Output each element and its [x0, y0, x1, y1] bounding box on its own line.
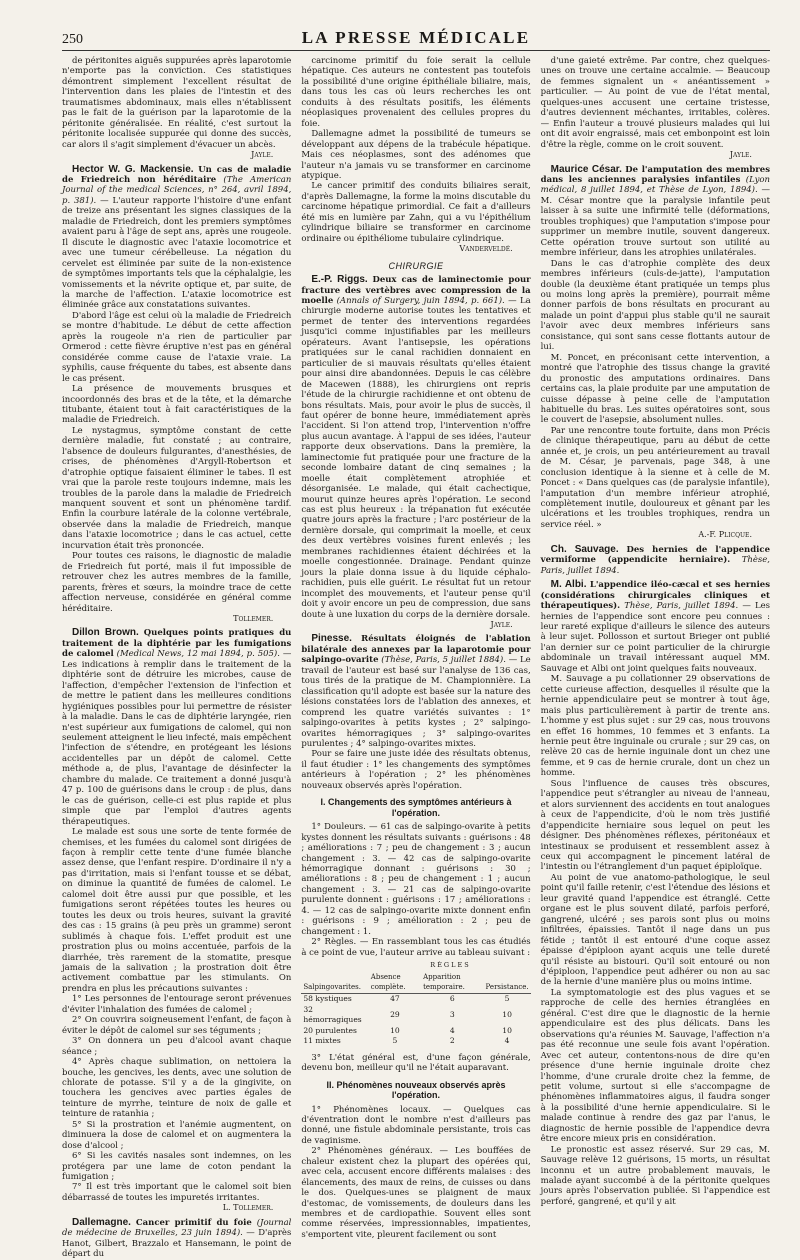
section-title: CHIRURGIE: [388, 260, 444, 271]
article-author: Dallemagne.: [72, 1216, 131, 1228]
paragraph: d'une gaieté extrême. Par contre, chez quelques-unes on trouve une certaine accalmie. — Beaucoup de femmes signalent un « anéantissement » particulier. — Au point de vue de l'état mental, quelques-unes accusent une certaine tristesse, d'autres deviennent méchantes, irritables, colères. — Enfin l'auteur a trouvé plusieurs malades qui lui ont dit avoir engraissé, mais cet embonpoint est loin d'être la règle, comme on le croit souvent.: [540, 56, 770, 150]
table-cell: 58 kystiques: [303, 994, 352, 1004]
column-right: [540, 56, 770, 1207]
list-item: 7° Il est très important que le calomel soit bien débarrassé de toutes les impuretés irritantes.: [62, 1182, 292, 1203]
article-title: Cancer primitif du foie: [135, 1217, 252, 1228]
table-cell: 10: [502, 1025, 512, 1035]
list-item: 6° Si les cavités nasales sont indemnes, on les protégera par une lame de coton pendant la fumigation ;: [62, 1151, 292, 1183]
column-middle: [301, 56, 531, 1240]
table-row: [301, 994, 530, 1005]
article-title: Un cas de maladie de Friedreich non héréditaire: [62, 164, 292, 185]
column-left: [62, 56, 292, 1260]
article-reference: (Journal de médecine de Bruxelles, 23 juin 1894).: [62, 1217, 292, 1239]
paragraph: La symptomatologie est des plus vagues et se rapproche de celle des hernies étranglées en général. C'est dire que le diagnostic de la hernie appendiculaire est des plus délicats. Dans les observations qu'a réunies M. Sauvage, l'affection n'a pas été reconnue une seule fois avant l'opération. Avec cet auteur, contentons-nous de dire qu'en présence d'une hernie inguinale droite chez l'homme, d'une crurale droite chez la femme, de petit volume, surtout si elle s'accompagne de phénomènes inflammatoires aigus, il faudra songer à la possibilité d'une hernie appendiculaire. Si le malade continue à rendre des gaz par l'anus, le diagnostic de hernie possible de l'appendice devra être encore mieux pris en considération.: [540, 987, 770, 1145]
list-item: 5° Si la prostration et l'anémie augmentent, on diminuera la dose de calomel et on augmentera la dose d'alcool ;: [62, 1119, 292, 1151]
regles-table: [301, 960, 530, 1047]
article-text: — D'après Hanot, Gilbert, Brazzalo et Hansemann, le point de départ du: [62, 1228, 292, 1260]
page-number: 250: [62, 32, 83, 47]
article-reference: (Lyon médical, 8 juillet 1894, et Thèse de Lyon, 1894).: [540, 174, 770, 196]
article-author: Pinesse.: [311, 633, 352, 645]
table-row: [301, 1005, 530, 1026]
table-header: Apparition temporaire.: [421, 971, 483, 994]
table-cell: 4: [504, 1036, 510, 1046]
table-header: Persistance.: [484, 971, 531, 994]
article-text: — La chirurgie moderne autorise toutes les tentatives et permet de tenter des interventions regardées jusqu'ici comme injustifiables par les meilleurs opérateurs. Avant l'antisepsie, les opérations pratiquées sur le canal rachidien donnaient en particulier de si mauvais résultats qu'elles étaient pour ainsi dire abandonnées. Depuis le cas célèbre de Macewen (1888), les chirurgiens ont repris l'étude de la chirurgie rachidienne et ont obtenu de bons résultats. Mais, pour avoir le plus de succès, il faut opérer de bonne heure, immédiatement après l'accident. Si l'on attend trop, l'intervention n'offre plus aucun avantage. À l'appui de ses idées, l'auteur rapporte deux observations. Dans la première, la laminectomie fut pratiquée pour une fracture de la seconde lombaire datant de cinq semaines ; la moelle était complètement atrophiée et désorganisée. Le malade, qui était cachectique, mourut quinze heures après l'opération. Le second cas est plus heureux : la trépanation fut exécutée quatre jours après la fracture ; l'arc postérieur de la dernière dorsale, qui comprimait la moelle, et ceux des deux vertèbres voisines furent enlevés ; les membranes rachidiennes étaient déchirées et la moelle congestionnée. Drainage. Pendant quinze jours la plaie donna issue à du liquide céphalo-rachidien, puis elle guérit. Le résultat fut un retour incomplet des mouvements, et l'auteur pense qu'il doit y avoir encore un peu de compression, due sans doute à une luxation du corps de la dernière dorsale.: [301, 295, 531, 620]
table-cell: 32 hémorragiques: [303, 1004, 362, 1025]
article-author: M. Albi.: [550, 579, 587, 591]
text-columns: [62, 56, 770, 1260]
article-author: E.-P. Riggs.: [311, 274, 368, 286]
table-cell: 6: [449, 994, 455, 1004]
signature: A.-F. Plicque.: [698, 530, 752, 540]
subheading: II. Phénomènes nouveaux observés après l'opération.: [326, 1079, 506, 1101]
article-reference: (Thèse, Paris, 5 juillet 1884).: [381, 655, 506, 666]
header-rule: [62, 50, 770, 51]
article-reference: (Medical News, 12 mai 1894, p. 505).: [116, 649, 280, 660]
article-albi: [541, 580, 770, 674]
paragraph: de péritonites aiguës suppurées après laparotomie n'emporte pas la conviction. Ces statistiques démontrent simplement l'excellent résultat de l'intervention dans les plaies de l'intestin et des traumatismes abdominaux, mais elles n'établissent pas le fait de la guérison par la laparotomie de la péritonite généralisée. En réalité, c'est surtout la péritonite localisée suppurée qui donne des succès, car alors il s'agit simplement d'évacuer un abcès.: [62, 56, 292, 150]
paragraph: M. Sauvage a pu collationner 29 observations de cette curieuse affection, desquelles il résulte que la hernie appendiculaire peut se montrer à tout âge, mais plus particulièrement à partir de trente ans. L'homme y est plus sujet : sur 29 cas, nous trouvons en effet 16 hommes, 10 femmes et 3 enfants. La hernie peut être inguinale ou crurale ; sur 29 cas, on relève 20 cas de hernie inguinale dont un chez une femme, et 9 cas de hernie crurale, dont un chez un homme.: [540, 674, 770, 779]
paragraph: Le pronostic est assez réservé. Sur 29 cas, M. Sauvage relève 12 guérisons, 15 morts, un résultat inconnu et un autre probablement mauvais, le malade ayant succombé à de la péritonite quelques jours après l'observation publiée. Si l'appendice est perforé, gangrené, et qu'il y ait: [540, 1144, 770, 1207]
paragraph: 2° Phénomènes généraux. — Les bouffées de chaleur existent chez la plupart des opérées qui, avec cela, accusent encore différents malaises : des élancements, des maux de reins, de cuisses ou dans le dos. Quelques-unes se plaignent de maux d'estomac, de vomissements, de douleurs dans les membres et de cardiopathie. Souvent elles sont comme réservées, impressionnables, impatientes, s'emportent vite, pleurent facilement ou sont: [301, 1146, 531, 1240]
table-header: Absence complète.: [369, 971, 421, 994]
signature: Vanderveldé.: [459, 244, 513, 254]
article-cesar: [541, 165, 770, 259]
article-title: Quelques points pratiques du traitement de la diphtérie par les fumigations de calomel: [62, 628, 292, 660]
signature: Tollemer.: [233, 614, 274, 624]
article-reference: (The American Journal of the medical Sciences, n° 264, avril 1894, p. 381).: [62, 174, 292, 206]
paragraph: La présence de mouvements brusques et incoordonnés des bras et de la tête, et la démarche titubante, étaient tout à fait caractéristiques de la maladie de Friedreich.: [62, 384, 292, 426]
signature: Jayle.: [729, 150, 752, 160]
article-author: Ch. Sauvage.: [550, 543, 619, 555]
article-text: — L'auteur rapporte l'histoire d'une enfant de treize ans présentant les signes classiques de la maladie de Friedreich, dont les premiers symptômes avaient paru à l'âge de sept ans, après une rougeole. Il discute le diagnostic avec l'ataxie locomotrice et avec une tumeur cérébelleuse. La négation du cervelet est éliminée par suite de la non-existence de symptômes importants tels que la céphalalgie, les vomissements et la névrite optique et, par suite, de la marche de l'affection. L'ataxie locomotrice est éliminée grâce aux constatations suivantes.: [62, 195, 292, 311]
paragraph: 1° Phénomènes locaux. — Quelques cas d'éventration dont le nombre n'est d'ailleurs pas donné, une fistule abdominale persistante, trois cas de vaginisme.: [301, 1104, 531, 1146]
article-reference: Thèse, Paris, juillet 1894.: [624, 601, 739, 612]
paragraph: Au point de vue anatomo-pathologique, le seul point qu'il faille retenir, c'est l'étendue des lésions et leur gravité quand l'appendice est étranglé. Cette organe est le plus souvent dilaté, parfois perforé, gangrené, ulcéré ; ses parois sont plus ou moins infiltrées, épaissies. Tantôt il nage dans un pus fétide ; tantôt il est entouré d'une coque assez épaisse d'épiploon ayant acquis une telle dureté qu'il résiste au bistouri. Qu'il soit entouré ou non d'épiploon, l'appendice peut adhérer ou non au sac de la hernie d'une manière plus ou moins intime.: [540, 872, 770, 988]
signature: Jayle.: [490, 620, 513, 630]
paragraph: M. Poncet, en préconisant cette intervention, a montré que l'atrophie des tissus change la gravité du pronostic des amputations ordinaires. Dans certains cas, la plaie produite par une amputation de cuisse dépasse à peine celle de l'amputation habituelle du bras. Les suites opératoires sont, sous le couvert de l'asepsie, absolument nulles.: [540, 352, 770, 426]
table-caption: RÈGLES: [430, 961, 471, 970]
paragraph: Le cancer primitif des conduits biliaires serait, d'après Dallemagne, la forme la moins discutable du carcinome hépatique primordial. Ce fait a d'ailleurs été mis en lumière par Zahn, qui a vu l'épithélium cylindrique biliaire se transformer en carcinome ordinaire ou épithéliome tubulaire cylindrique.: [301, 181, 531, 244]
article-text: — Le travail de l'auteur est basé sur l'analyse de 136 cas, tous tirés de la pratique de M. Championnière. La classification qu'il adopte est basée sur la nature des lésions constatées lors de l'ablation des annexes, et comprend les quatre variétés suivantes : 1° salpingo-ovarites à petits kystes ; 2° salpingo-ovarites hémorragiques ; 3° salpingo-ovarites purulentes ; 4° salpingo-ovarites mixtes.: [301, 655, 531, 749]
table-cell: 5: [392, 1036, 398, 1046]
paragraph: Dallemagne admet la possibilité de tumeurs se développant aux dépens de la trabécule hépatique. Mais ces néoplasmes, sont des adénomes que l'auteur n'a jamais vu se transformer en carcinome atypique.: [301, 129, 531, 181]
table-row: [301, 1026, 530, 1036]
article-author: Dillon Brown.: [72, 627, 139, 639]
article-title: Des hernies de l'appendice vermiforme (appendicite herniaire).: [540, 544, 770, 566]
paragraph: carcinome primitif du foie serait la cellule hépatique. Ces auteurs ne contestent pas toutefois la possibilité d'une origine épithéliale biliaire, mais, dans tous les cas où leurs recherches les ont conduits à des résultats positifs, les éléments néoplasiques provenaient des cellules propres du foie.: [301, 56, 531, 129]
table-cell: 29: [390, 1010, 400, 1020]
signature: L. Tollemer.: [222, 1203, 274, 1213]
article-reference: (Annals of Surgery, juin 1894, p. 661).: [336, 295, 505, 306]
paragraph: Dans le cas d'atrophie complète des deux membres inférieurs (culs-de-jatte), l'amputation double (la deuxième étant pratiquée un temps plus ou moins long après la première), pourrait même donner parfois de bons résultats en procurant au malade un point d'appui plus stable qu'il ne saurait l'avoir avec deux membres inférieurs sans consistance, qui sont sans cesse flottants autour de lui.: [540, 258, 770, 353]
paragraph: Par une rencontre toute fortuite, dans mon Précis de clinique thérapeutique, paru au début de cette année et, je crois, un peu antérieurement au travail de M. César, je parvenais, page 348, à une conclusion identique à la sienne et à celle de M. Poncet : « Dans quelques cas (de paralysie infantile), l'amputation d'un membre inférieur atrophié, complètement inutile, douloureux et gênant par les ulcérations et les troubles trophiques, rendra un service réel. »: [540, 425, 770, 530]
paragraph: Pour toutes ces raisons, le diagnostic de maladie de Friedreich fut porté, mais il fut impossible de retrouver chez les autres membres de la famille, parents, frères et sœurs, la moindre trace de cette affection nerveuse, considérée en général comme héréditaire.: [62, 551, 292, 614]
article-riggs: [301, 275, 530, 620]
article-dallemagne: [62, 1218, 291, 1260]
paragraph: Sous l'influence de causes très obscures, l'appendice peut s'étrangler au niveau de l'anneau, et alors surviennent des accidents en tout analogues à ceux de l'appendicite, d'où le nom très justifié d'appendicite herniaire sous lequel on peut les désigner. Des phénomènes réflexes, péritonéaux et intestinaux se produisent et ressemblent assez à ceux qui accompagnent le pincement latéral de l'intestin ou l'étranglement d'un paquet épiploïque.: [540, 778, 770, 873]
page-header: [62, 24, 770, 48]
paragraph: Le malade est sous une sorte de tente formée de chemises, et les fumées du calomel sont dirigées de façon à remplir cette tente d'une fumée blanche assez dense, que l'enfant respire. D'ordinaire il n'y a pas d'irritation, mais si l'enfant tousse et se débat, on diminue la quantité de fumées de calomel. Le calomel doit être aussi pur que possible, et les fumigations seront répétées toutes les heures ou toutes les deux ou trois heures, suivant la gravité des cas : 15 grains (à peu près un gramme) seront sublimés à chaque fois. L'effet produit est une prostration plus ou moins accentuée, parfois de la diarrhée, très rarement de la stomatite, presque jamais de la salivation ; la prostration doit être activement combattue par les stimulants. On prendra en plus les précautions suivantes :: [62, 827, 292, 994]
table-cell: 10: [502, 1010, 512, 1020]
table-cell: 11 mixtes: [303, 1036, 341, 1046]
paragraph: 2° Règles. — En rassemblant tous les cas étudiés à ce point de vue, l'auteur arrive au tableau suivant :: [301, 937, 531, 958]
list-item: 2° On couvrira soigneusement l'enfant, de façon à éviter le dépôt de calomel sur ses téguments ;: [62, 1015, 292, 1036]
table-cell: 47: [390, 994, 400, 1004]
table-cell: 3: [449, 1010, 455, 1020]
article-author: Hector W. G. Mackensie.: [72, 163, 194, 175]
article-title: L'appendice iléo-cæcal et ses hernies (considérations chirurgicales cliniques et thérapeutiques).: [540, 580, 770, 612]
article-reference: Thèse, Paris, juillet 1894.: [540, 555, 770, 576]
article-sauvage: [541, 545, 770, 576]
article-pinesse: [301, 634, 530, 749]
paragraph: 1° Douleurs. — 61 cas de salpingo-ovarite à petits kystes donnent les résultats suivants : guérisons : 48 ; améliorations : 7 ; peu de changement : 3 ; aucun changement : 3. — 42 cas de salpingo-ovarite hémorragique donnant : guérisons : 30 ; améliorations : 8 ; peu de changement : 1 ; aucun changement : 3. — 21 cas de salpingo-ovarite purulente donnent : guérisons : 17 ; améliorations : 4. — 12 cas de salpingo-ovarite mixte donnent enfin : guérisons : 9 ; amélioration : 2 ; peu de changement : 1.: [301, 822, 531, 937]
table-cell: 5: [504, 994, 510, 1004]
list-item: 4° Après chaque sublimation, on nettoiera la bouche, les gencives, les dents, avec une solution de chlorate de potasse. S'il y a de la gingivite, on touchera les gencives avec parties égales de teinture de myrrhe, teinture de noix de galle et teinture de ratanhia ;: [62, 1057, 292, 1120]
table-cell: 10: [390, 1025, 400, 1035]
table-cell: 4: [449, 1025, 455, 1035]
signature: Jayle.: [251, 150, 274, 160]
article-text: — Les indications à remplir dans le traitement de la diphtérie sont de détruire les microbes, cause de l'affection, d'empêcher l'extension de l'infection et de mettre le patient dans les meilleures conditions hygiéniques possibles pour lui permettre de résister à la maladie. Dans le cas de diphtérie laryngée, rien n'est supérieur aux fumigations de calomel, qui non seulement atteignent le lieu infecté, mais empêchent l'infection de s'étendre, en protégeant les lésions accidentelles par un dépôt de calomel. Cette méthode a, de plus, l'avantage de désinfecter la chambre du malade. Ce traitement a donné jusqu'à 47 p. 100 de guérisons dans le croup : de plus, dans le cas de guérison, celle-ci est plus rapide et plus simple que par l'emploi d'autres agents thérapeutiques.: [62, 649, 292, 827]
list-item: 1° Les personnes de l'entourage seront prévenues d'éviter l'inhalation des fumées de calomel ;: [62, 994, 292, 1015]
list-item: 3° On donnera un peu d'alcool avant chaque séance ;: [62, 1036, 292, 1057]
article-title: Deux cas de laminectomie pour fracture des vertèbres avec compression de la moelle: [301, 275, 531, 306]
subheading: I. Changements des symptômes antérieurs à l'opération.: [320, 797, 512, 818]
article-author: Maurice César.: [550, 163, 622, 175]
article-dillon-brown: [62, 628, 291, 827]
table-row: [301, 1036, 530, 1046]
article-title: De l'amputation des membres dans les anciennes paralysies infantiles: [540, 164, 770, 185]
table-cell: 2: [449, 1036, 455, 1046]
paragraph: 3° L'état général est, d'une façon générale, devenu bon, meilleur qu'il ne l'était auparavant.: [301, 1052, 531, 1074]
paragraph: Le nystagmus, symptôme constant de cette dernière maladie, fut constaté ; au contraire, l'absence de douleurs fulgurantes, d'anesthésies, de crises, de phénomènes d'Argyll-Robertson et d'atrophie optique faisaient éliminer le tabes. Il est vrai que la parole reste toujours indemne, mais les troubles de la parole dans la maladie de Friedreich manquent souvent et sont un phénomène tardif. Enfin la courbure latérale de la colonne vertébrale, observée dans la maladie de Friedreich, manque dans l'ataxie locomotrice ; dans le cas actuel, cette incurvation était très prononcée.: [62, 425, 292, 551]
article-mackensie: [62, 165, 291, 311]
article-text: — Les hernies de l'appendice sont encore peu connues : leur rareté explique d'ailleurs le silence des auteurs à leur sujet. Pollosson et surtout Brieger ont publié l'an dernier sur ce point particulier de la chirurgie abdominale un travail intéressant auquel MM. Sauvage et Albi ont joint quelques faits nouveaux.: [540, 601, 770, 674]
article-text: — M. César montre que la paralysie infantile peut laisser à sa suite une infirmité telle (déformations, troubles trophiques) que l'amputation s'impose pour supprimer un membre inutile, souvent dangereux. Cette opération trouve surtout son utilité au membre inférieur, dans les atrophies unilatérales.: [540, 185, 770, 259]
table-header: Salpingovarites.: [301, 971, 368, 994]
paragraph: D'abord l'âge est celui où la maladie de Friedreich se montre d'habitude. Le début de cette affection après la rougeole n'a rien de particulier par Ormerod : cette fièvre éruptive n'est pas en général considérée comme cause de l'ataxie vraie. La syphilis, cause fréquente du tabes, est absente dans le cas présent.: [62, 310, 292, 384]
article-title: Résultats éloignés de l'ablation bilatérale des annexes par la laparotomie pour salpingo-ovarite: [301, 634, 531, 666]
running-title: LA PRESSE MÉDICALE: [301, 28, 531, 47]
table-cell: 20 purulentes: [303, 1025, 357, 1035]
paragraph: Pour se faire une juste idée des résultats obtenus, il faut étudier : 1° les changements des symptômes antérieurs à l'opération ; 2° les phénomènes nouveaux observés après l'opération.: [301, 749, 531, 791]
